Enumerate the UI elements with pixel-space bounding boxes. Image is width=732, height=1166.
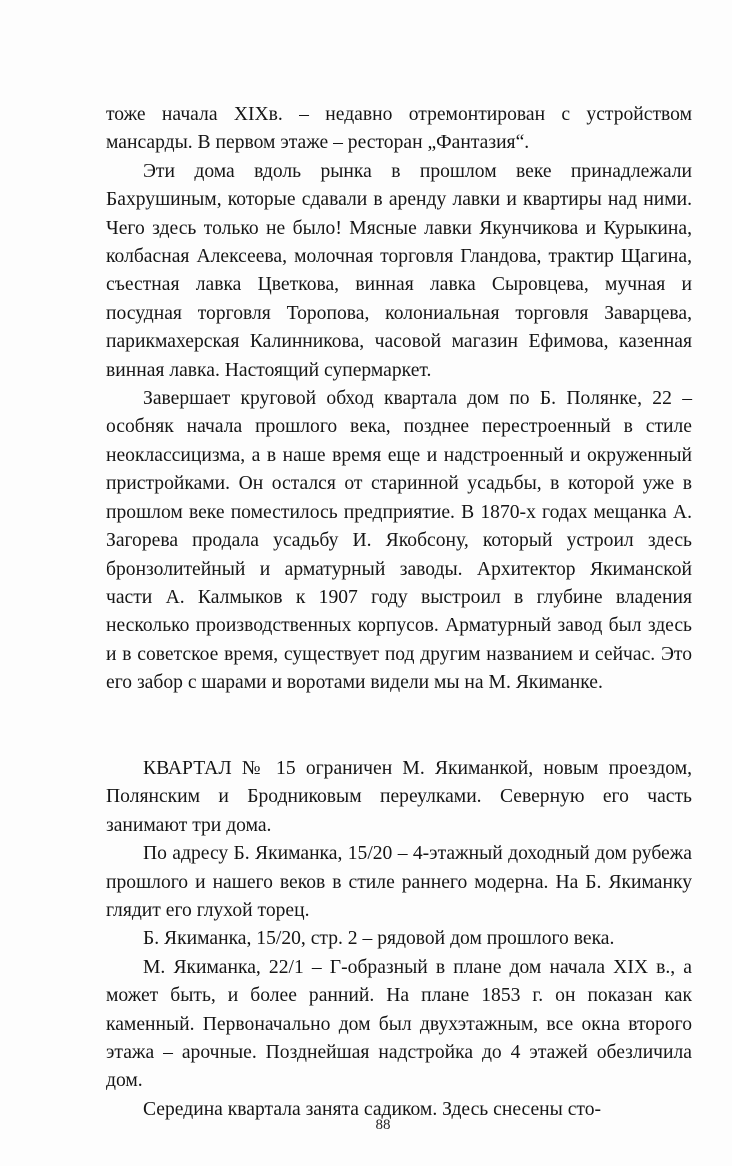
text-block-upper [106,101,692,698]
paragraph-m-yakimanka-22-1: М. Якиманка, 22/1 – Г-образный в плане дом начала XIX в., а может быть, и более ранний. На плане 1853 г. он показан как каменный. Первоначально дом был двухэтажным, все окна второго этажа – арочные. Позднейшая надстройка до 4 этажей обезличила дом. [106,956,692,1092]
paragraph-bakhrushin-shops: Эти дома вдоль рынка в прошлом веке принадлежали Бахрушиным, которые сдавали в аренду лавки и квартиры над ними. Чего здесь только не было! Мясные лавки Якунчикова и Курыкина, колбасная Алексеева, молочная торговля Гландова, трактир Щагина, съестная лавка Цветкова, винная лавка Сыровцева, мучная и посудная торговля Торопова, колониальная торговля Заварцева, парикмахерская Калинникова, часовой магазин Ефимова, казенная винная лавка. Настоящий супермаркет. [106,160,692,381]
paragraph-continuation: тоже начала XIXв. – недавно отремонтирован с устройством мансарды. В первом этаже – ресторан „Фантазия“. [106,104,692,154]
paragraph-yakimanka-15-20-bldg-2: Б. Якиманка, 15/20, стр. 2 – рядовой дом прошлого века. [143,928,615,950]
paragraph-kvartal-15: КВАРТАЛ № 15 ограничен М. Якиманкой, новым проездом, Полянским и Бродниковым переулками. Северную его часть занимают три дома. [106,758,692,836]
page-number: 88 [375,1117,391,1133]
paragraph-polyanka-22: Завершает круговой обход квартала дом по Б. Полянке, 22 – особняк начала прошлого века, позднее перестроенный в стиле неоклассицизма, а в наше время еще и надстроенный и окруженный пристройками. Он остался от старинной усадьбы, в которой уже в прошлом веке поместилось предприятие. В 1870-х годах мещанка А. Загорева продала усадьбу И. Якобсону, который устроил здесь бронзолитейный и арматурный заводы. Архитектор Якиманской части А. Калмыков к 1907 году выстроил в глубине владения несколько производственных корпусов. Арматурный завод был здесь и в советское время, существует под другим названием и сейчас. Это его забор с шарами и воротами видели мы на М. Якиманке. [106,388,692,694]
paragraph-yakimanka-15-20: По адресу Б. Якиманка, 15/20 – 4-этажный доходный дом рубежа прошлого и нашего веков в стиле раннего модерна. На Б. Якиманку глядит его глухой торец. [106,843,692,922]
text-block-lower [106,755,692,1124]
paragraph-garden: Середина квартала занята садиком. Здесь снесены сто- [143,1098,602,1120]
